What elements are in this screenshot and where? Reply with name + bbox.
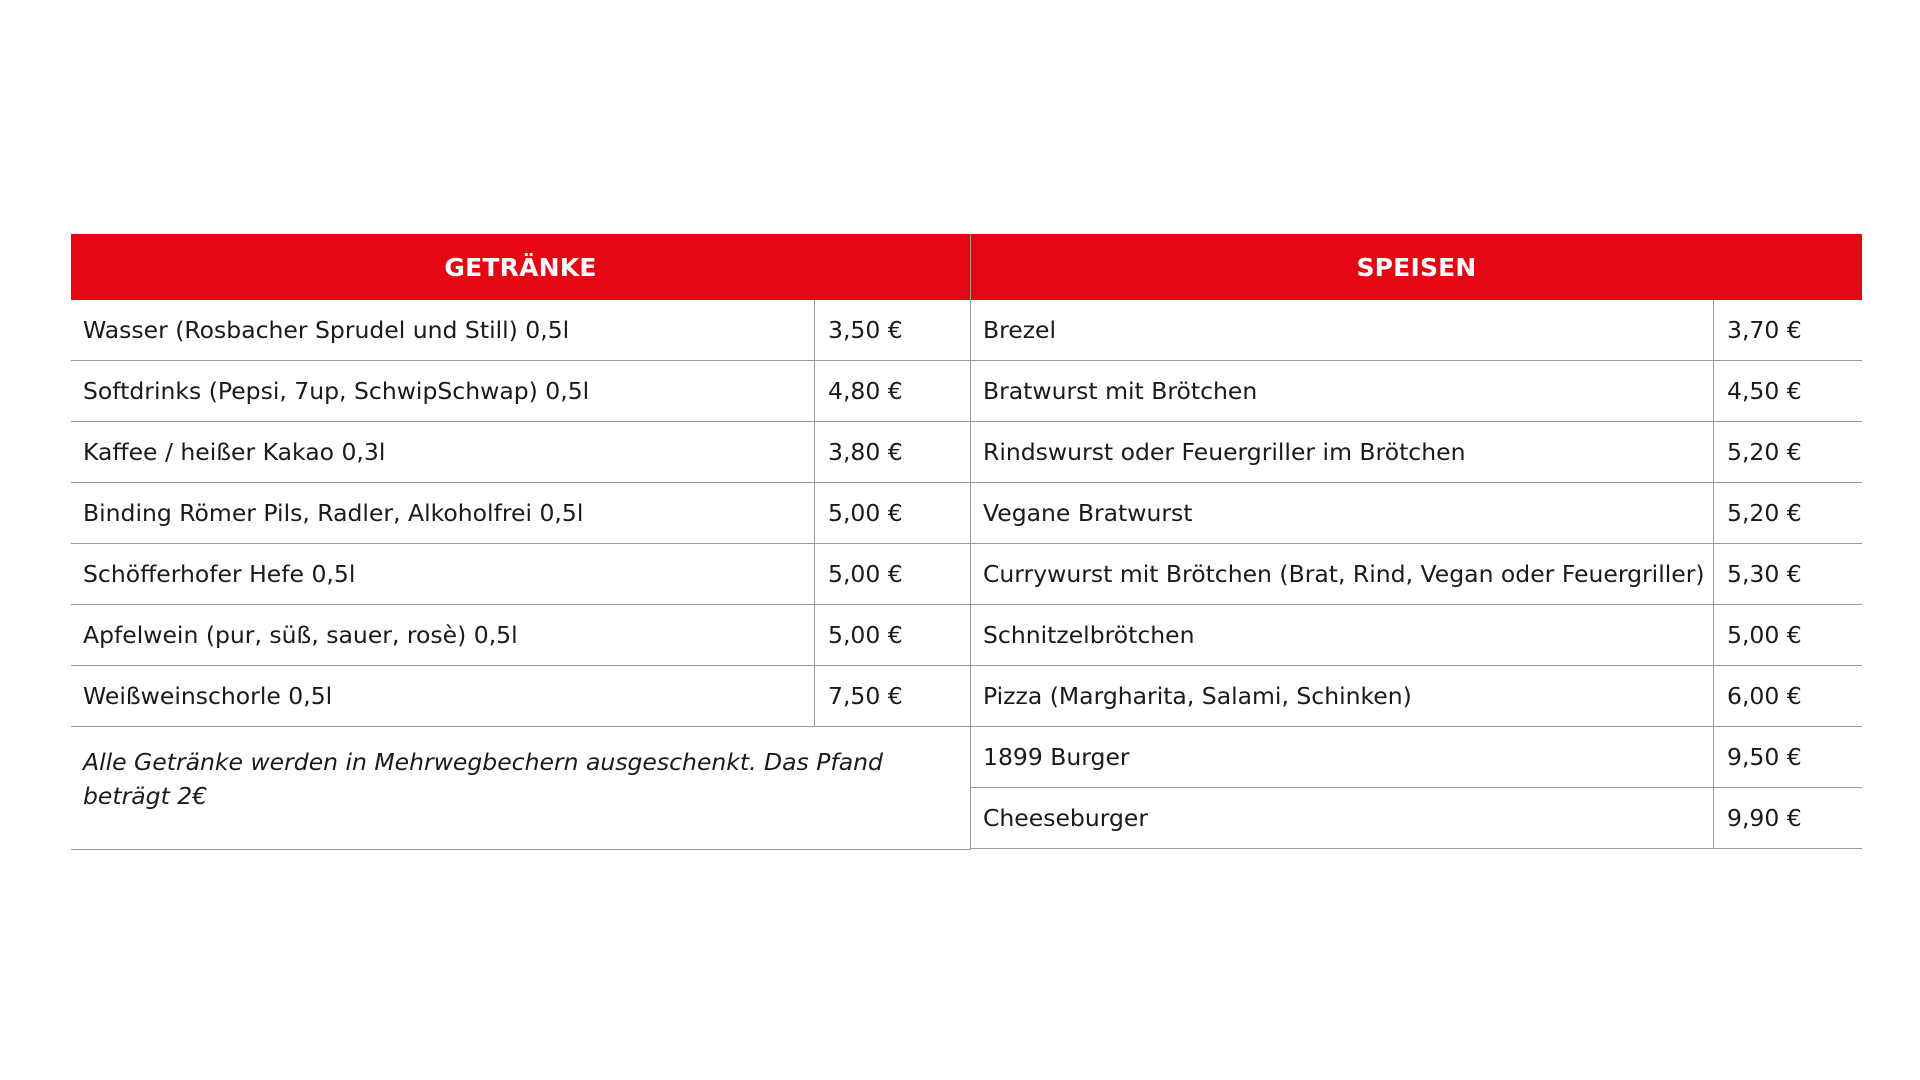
drinks-header: GETRÄNKE [71, 234, 970, 300]
item-name: Weißweinschorle 0,5l [71, 666, 815, 726]
table-row [71, 666, 970, 727]
item-name: Apfelwein (pur, süß, sauer, rosè) 0,5l [71, 605, 815, 665]
table-row [71, 483, 970, 544]
table-row [71, 361, 970, 422]
item-name: Binding Römer Pils, Radler, Alkoholfrei 0,5l [71, 483, 815, 543]
item-price: 4,80 € [828, 377, 903, 405]
item-price: 3,80 € [828, 438, 903, 466]
item-price: 5,00 € [828, 560, 903, 588]
deposit-note: Alle Getränke werden in Mehrwegbechern ausgeschenkt. Das Pfand beträgt 2€ [71, 727, 970, 850]
item-price: 5,20 € [1727, 438, 1802, 466]
item-price: 9,50 € [1727, 743, 1802, 771]
item-name: Currywurst mit Brötchen (Brat, Rind, Vegan oder Feuergriller) [971, 544, 1714, 604]
food-header: SPEISEN [971, 234, 1862, 300]
item-price: 3,70 € [1727, 316, 1802, 344]
item-price: 3,50 € [828, 316, 903, 344]
table-row [971, 727, 1862, 788]
item-name: Schöfferhofer Hefe 0,5l [71, 544, 815, 604]
food-column [970, 234, 1862, 850]
item-name: Brezel [971, 300, 1714, 360]
item-name: Softdrinks (Pepsi, 7up, SchwipSchwap) 0,5l [71, 361, 815, 421]
table-row [971, 544, 1862, 605]
item-price: 5,00 € [828, 499, 903, 527]
table-row [71, 300, 970, 361]
item-price: 5,20 € [1727, 499, 1802, 527]
price-table [71, 234, 1861, 850]
table-row [71, 605, 970, 666]
item-name: Schnitzelbrötchen [971, 605, 1714, 665]
table-row [971, 483, 1862, 544]
table-row [71, 544, 970, 605]
item-name: 1899 Burger [971, 727, 1714, 787]
table-row [71, 422, 970, 483]
item-price: 9,90 € [1727, 804, 1802, 832]
table-row [971, 422, 1862, 483]
item-name: Wasser (Rosbacher Sprudel und Still) 0,5l [71, 300, 815, 360]
table-row [971, 605, 1862, 666]
item-price: 6,00 € [1727, 682, 1802, 710]
item-price: 4,50 € [1727, 377, 1802, 405]
item-name: Vegane Bratwurst [971, 483, 1714, 543]
item-name: Kaffee / heißer Kakao 0,3l [71, 422, 815, 482]
item-price: 5,00 € [1727, 621, 1802, 649]
drinks-column [71, 234, 970, 850]
table-row [971, 300, 1862, 361]
item-price: 5,30 € [1727, 560, 1802, 588]
item-name: Cheeseburger [971, 788, 1714, 848]
item-price: 5,00 € [828, 621, 903, 649]
item-price: 7,50 € [828, 682, 903, 710]
item-name: Pizza (Margharita, Salami, Schinken) [971, 666, 1714, 726]
table-row [971, 361, 1862, 422]
table-row [971, 788, 1862, 849]
item-name: Rindswurst oder Feuergriller im Brötchen [971, 422, 1714, 482]
table-row [971, 666, 1862, 727]
item-name: Bratwurst mit Brötchen [971, 361, 1714, 421]
